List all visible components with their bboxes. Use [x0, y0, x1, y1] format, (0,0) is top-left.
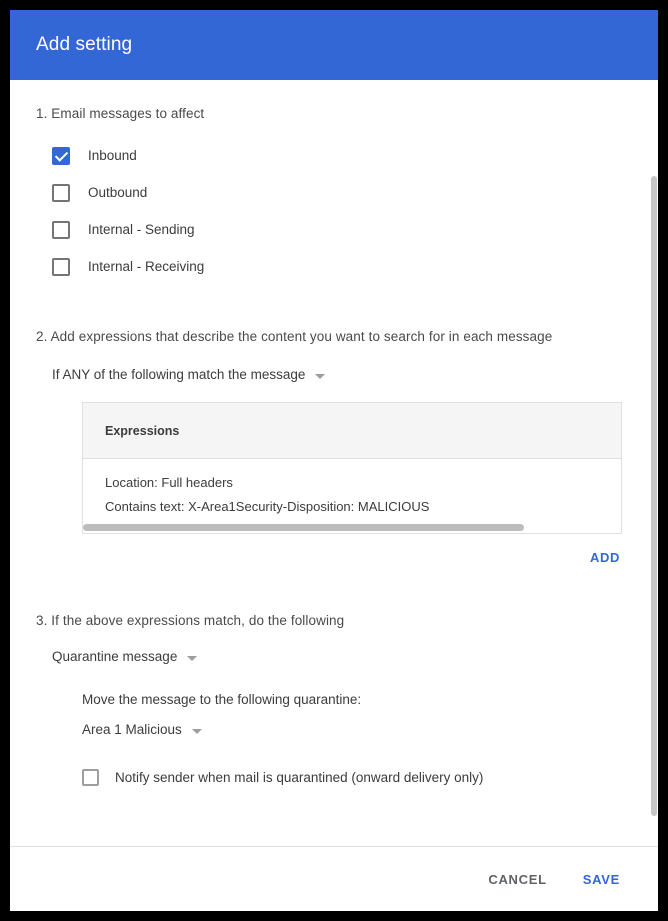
add-setting-dialog: [10, 10, 658, 911]
match-condition-dropdown-wrapper: [52, 366, 632, 384]
dialog-body: [10, 80, 658, 847]
dialog-body-content: [10, 80, 658, 846]
dialog-vertical-scrollbar[interactable]: [650, 80, 658, 846]
checkbox-label-internal-receiving: Internal - Receiving: [88, 259, 205, 274]
quarantine-instruction-label: Move the message to the following quarantine:: [82, 692, 362, 707]
quarantine-dropdown-wrapper: [82, 721, 632, 739]
checkbox-label-inbound: Inbound: [88, 148, 137, 163]
add-expression-button[interactable]: ADD: [590, 550, 620, 565]
dialog-vertical-scrollbar-thumb[interactable]: [651, 176, 657, 816]
checkbox-row-internal-sending[interactable]: [36, 211, 632, 248]
list-item[interactable]: Location: Full headers: [105, 475, 233, 490]
match-condition-dropdown-value: If ANY of the following match the message: [52, 367, 306, 382]
checkbox-row-outbound[interactable]: [36, 174, 632, 211]
cancel-button[interactable]: CANCEL: [488, 871, 547, 887]
quarantine-dropdown[interactable]: [82, 722, 202, 737]
checkbox-row-internal-receiving[interactable]: [36, 248, 632, 285]
action-dropdown-wrapper: [52, 648, 632, 666]
chevron-down-icon: [192, 729, 202, 734]
email-direction-checkbox-group: [36, 137, 632, 285]
action-dropdown-value: Quarantine message: [52, 649, 178, 664]
expressions-column-header: Expressions: [105, 423, 180, 438]
match-condition-dropdown[interactable]: [52, 367, 325, 382]
checkbox-notify-sender-icon[interactable]: [82, 769, 99, 786]
checkbox-label-outbound: Outbound: [88, 185, 148, 200]
checkbox-outbound-icon[interactable]: [52, 184, 70, 202]
checkbox-internal-receiving-icon[interactable]: [52, 258, 70, 276]
checkbox-label-internal-sending: Internal - Sending: [88, 222, 195, 237]
expressions-list: [83, 459, 621, 533]
checkbox-row-inbound[interactable]: [36, 137, 632, 174]
save-button[interactable]: SAVE: [582, 871, 620, 887]
add-expression-row: [36, 546, 622, 569]
checkbox-inbound-icon[interactable]: [52, 147, 70, 165]
quarantine-dropdown-value: Area 1 Malicious: [82, 722, 182, 737]
list-item[interactable]: Contains text: X-Area1Security-Disposition: MALICIOUS: [105, 499, 430, 514]
expressions-horizontal-scrollbar[interactable]: [83, 521, 621, 533]
dialog-header: [10, 10, 658, 80]
section-2-heading: 2. Add expressions that describe the content you want to search for in each message: [36, 329, 553, 344]
checkbox-internal-sending-icon[interactable]: [52, 221, 70, 239]
expressions-horizontal-scrollbar-thumb[interactable]: [83, 524, 524, 531]
chevron-down-icon: [315, 374, 325, 379]
expressions-panel-header: [83, 403, 621, 459]
dialog-title: Add setting: [36, 34, 133, 55]
section-1-heading: 1. Email messages to affect: [36, 106, 205, 121]
notify-sender-row[interactable]: [82, 769, 632, 786]
action-dropdown[interactable]: [52, 649, 197, 664]
spacer-1: [36, 285, 632, 321]
checkbox-label-notify-sender: Notify sender when mail is quarantined (onward delivery only): [115, 770, 484, 785]
chevron-down-icon: [187, 656, 197, 661]
expressions-panel: [82, 402, 622, 534]
spacer-2: [36, 569, 632, 605]
section-3-heading: 3. If the above expressions match, do the following: [36, 613, 345, 628]
dialog-footer: [10, 847, 658, 911]
